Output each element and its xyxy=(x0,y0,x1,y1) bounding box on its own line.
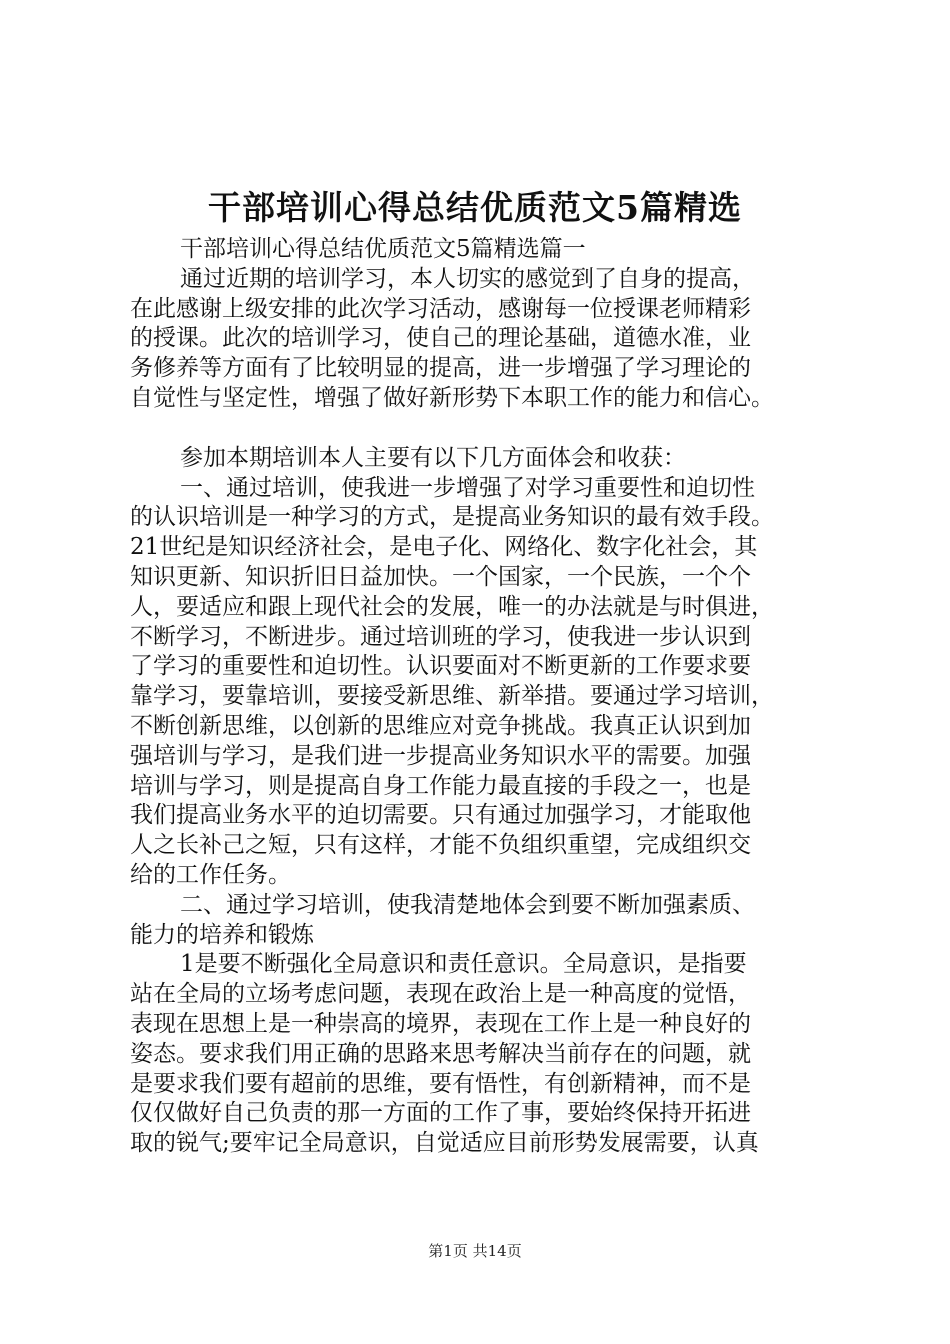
paragraph-line: 人之长补己之短，只有这样，才能不负组织重望，完成组织交 xyxy=(130,832,751,859)
paragraph-line: 人，要适应和跟上现代社会的发展，唯一的办法就是与时俱进， xyxy=(130,593,774,620)
paragraph-line: 取的锐气;要牢记全局意识，自觉适应目前形势发展需要，认真 xyxy=(130,1130,759,1157)
section-heading: 干部培训心得总结优质范文5篇精选篇一 xyxy=(180,236,586,262)
document-title: 干部培训心得总结优质范文5篇精选 xyxy=(208,188,742,227)
page-number: 第1页 共14页 xyxy=(428,1242,522,1260)
paragraph-line: 我们提高业务水平的迫切需要。只有通过加强学习，才能取他 xyxy=(130,802,751,829)
paragraph-line: 知识更新、知识折旧日益加快。一个国家，一个民族，一个个 xyxy=(130,563,751,590)
paragraph-line: 不断创新思维，以创新的思维应对竞争挑战。我真正认识到加 xyxy=(130,712,751,739)
paragraph-line: 不断学习，不断进步。通过培训班的学习，使我进一步认识到 xyxy=(130,623,751,650)
paragraph-line: 强培训与学习，是我们进一步提高业务知识水平的需要。加强 xyxy=(130,742,751,769)
paragraph-line: 给的工作任务。 xyxy=(130,861,291,888)
paragraph-line: 的授课。此次的培训学习，使自己的理论基础，道德水准，业 xyxy=(130,325,751,352)
paragraph-line: 培训与学习，则是提高自身工作能力最直接的手段之一，也是 xyxy=(130,772,751,799)
paragraph-line: 参加本期培训本人主要有以下几方面体会和收获： xyxy=(180,444,686,471)
paragraph-line: 是要求我们要有超前的思维，要有悟性，有创新精神，而不是 xyxy=(130,1070,751,1097)
paragraph-line: 二、通过学习培训，使我清楚地体会到要不断加强素质、 xyxy=(180,891,755,918)
paragraph-line: 的认识培训是一种学习的方式，是提高业务知识的最有效手段。 xyxy=(130,504,774,531)
paragraph-line: 在此感谢上级安排的此次学习活动，感谢每一位授课老师精彩 xyxy=(130,295,751,322)
paragraph-line: 姿态。要求我们用正确的思路来思考解决当前存在的问题，就 xyxy=(130,1040,751,1067)
paragraph-line: 务修养等方面有了比较明显的提高，进一步增强了学习理论的 xyxy=(130,355,751,382)
paragraph-line: 1是要不断强化全局意识和责任意识。全局意识，是指要 xyxy=(180,951,747,978)
paragraph-line: 仅仅做好自己负责的那一方面的工作了事，要始终保持开拓进 xyxy=(130,1100,751,1127)
paragraph-line: 能力的培养和锻炼 xyxy=(130,921,314,948)
paragraph-line: 站在全局的立场考虑问题，表现在政治上是一种高度的觉悟， xyxy=(130,981,751,1008)
paragraph-line: 通过近期的培训学习，本人切实的感觉到了自身的提高， xyxy=(180,265,755,292)
blank-line xyxy=(130,414,840,444)
document-body xyxy=(130,235,840,1159)
paragraph-line: 表现在思想上是一种崇高的境界，表现在工作上是一种良好的 xyxy=(130,1010,751,1037)
paragraph-line: 一、通过培训，使我进一步增强了对学习重要性和迫切性 xyxy=(180,474,755,501)
paragraph-line: 靠学习，要靠培训，要接受新思维、新举措。要通过学习培训， xyxy=(130,683,774,710)
paragraph-line: 自觉性与坚定性，增强了做好新形势下本职工作的能力和信心。 xyxy=(130,384,774,411)
paragraph-line: 了学习的重要性和迫切性。认识要面对不断更新的工作要求要 xyxy=(130,653,751,680)
paragraph-line: 21世纪是知识经济社会，是电子化、网络化、数字化社会，其 xyxy=(130,534,758,561)
